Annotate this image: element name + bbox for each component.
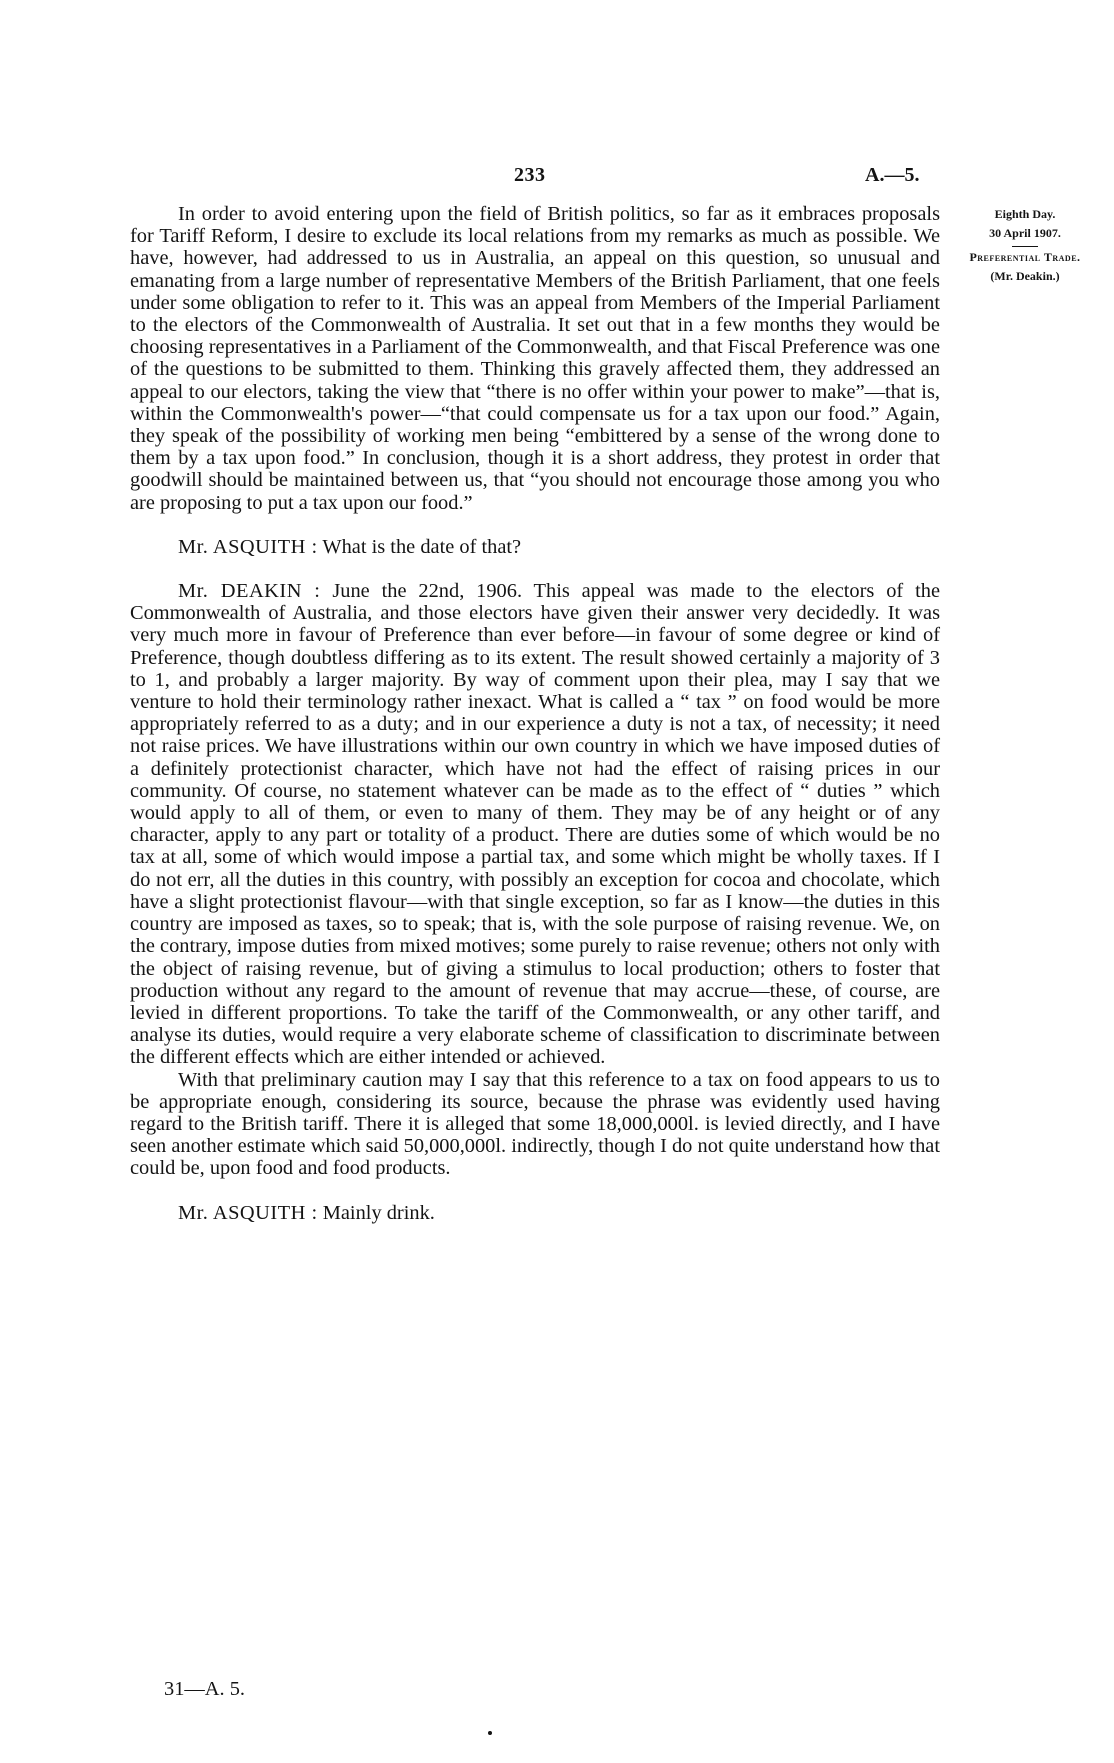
margin-note-day: Eighth Day. (994, 207, 1056, 221)
speech-asquith-drink (130, 1202, 940, 1224)
margin-note-rule (1012, 246, 1038, 247)
paragraph-british-politics: In order to avoid entering upon the field of British politics, so far as it embraces proposals for Tariff Reform, I desire to exclude its local relations from my remarks as much as possible. We have, however, had addressed to us in Australia, an appeal on this question, so unusual and emanating from a large number of representative Members of the British Parliament, that one feels under some obligation to refer to it. This was an appeal from Members of the Imperial Parliament to the electors of the Commonwealth of Australia. It set out that in a few months they would be choosing representatives in a Parliament of the Commonwealth, and that Fiscal Preference was one of the questions to be submitted to them. Thinking this gravely affected them, they addressed an appeal to our electors, taking the view that “there is no offer within your power to make”—that is, within the Commonwealth's power—“that could compensate us for a tax upon our food.” Again, they speak of the possibility of working men being “embittered by a sense of the wrong done to them by a tax upon food.” In conclusion, though it is a short address, they protest in order that goodwill should be maintained between us, that “you should not encourage those among you who are proposing to put a tax upon our food.” (130, 203, 940, 514)
paragraph-preliminary-caution: With that preliminary caution may I say that this reference to a tax on food appears to us to be appropriate enough, considering its source, because the phrase was evidently used having regard to the British tariff. There it is alleged that some 18,000,000l. is levied directly, and I have seen another estimate which said 50,000,000l. indirectly, though I do not quite understand how that could be, upon food and food products. (130, 1068, 940, 1180)
main-text (130, 203, 940, 1224)
page-number: 233 (514, 164, 546, 186)
margin-note (965, 205, 1085, 286)
margin-note-date: 30 April 1907. (989, 226, 1061, 240)
ink-speck (488, 1731, 492, 1735)
printer-signature: 31—A. 5. (164, 1678, 245, 1700)
speaker-name: Mr. ASQUITH : (178, 1201, 318, 1224)
margin-note-speaker: (Mr. Deakin.) (990, 269, 1060, 283)
speech-text: Mainly drink. (322, 1201, 435, 1224)
speaker-name: Mr. ASQUITH : (178, 535, 318, 558)
speech-text: What is the date of that? (322, 535, 522, 558)
paper-reference: A.—5. (865, 164, 920, 186)
speech-asquith-date (130, 536, 940, 558)
margin-note-topic: Preferential Trade. (969, 250, 1081, 264)
speaker-name: Mr. DEAKIN : (178, 580, 321, 603)
speech-deakin (130, 580, 940, 1068)
speech-text: June the 22nd, 1906. This appeal was made to the electors of the Commonwealth of Australia, and those electors have given their answer very decidedly. It was very much more in favour of Preference than ever before—in favour of some degree or kind of Preference, though doubtless differing as to its extent. The result showed certainly a majority of 3 to 1, and probably a larger majority. By way of comment upon their plea, may I say that we venture to hold their terminology rather inexact. What is called a “ tax ” on food would be more appropriately referred to as a duty; and in our experience a duty is not a tax, of necessity; it need not raise prices. We have illustrations within our own country in which we have imposed duties of a definitely protectionist character, which have not had the effect of raising prices in our community. Of course, no statement whatever can be made as to the effect of “ duties ” which would apply to all of them, or even to many of them. They may be of any height or of any character, apply to any part or totality of a product. There are duties some of which would be no tax at all, some of which would impose a partial tax, and some which might be wholly taxes. If I do not err, all the duties in this country, with possibly an exception for cocoa and chocolate, which have a slight protectionist flavour—with that single exception, so far as I know—the duties in this country are imposed as taxes, so to speak; that is, with the sole purpose of raising revenue. We, on the contrary, impose duties from mixed motives; some purely to raise revenue; others not only with the object of raising revenue, but of giving a stimulus to local production; others to foster that production without any regard to the amount of revenue that may accrue—these, of course, are levied in different proportions. To take the tariff of the Commonwealth, or any other tariff, and analyse its duties, would require a very elaborate scheme of classification to discriminate between the different effects which are either intended or achieved. (130, 580, 940, 1069)
